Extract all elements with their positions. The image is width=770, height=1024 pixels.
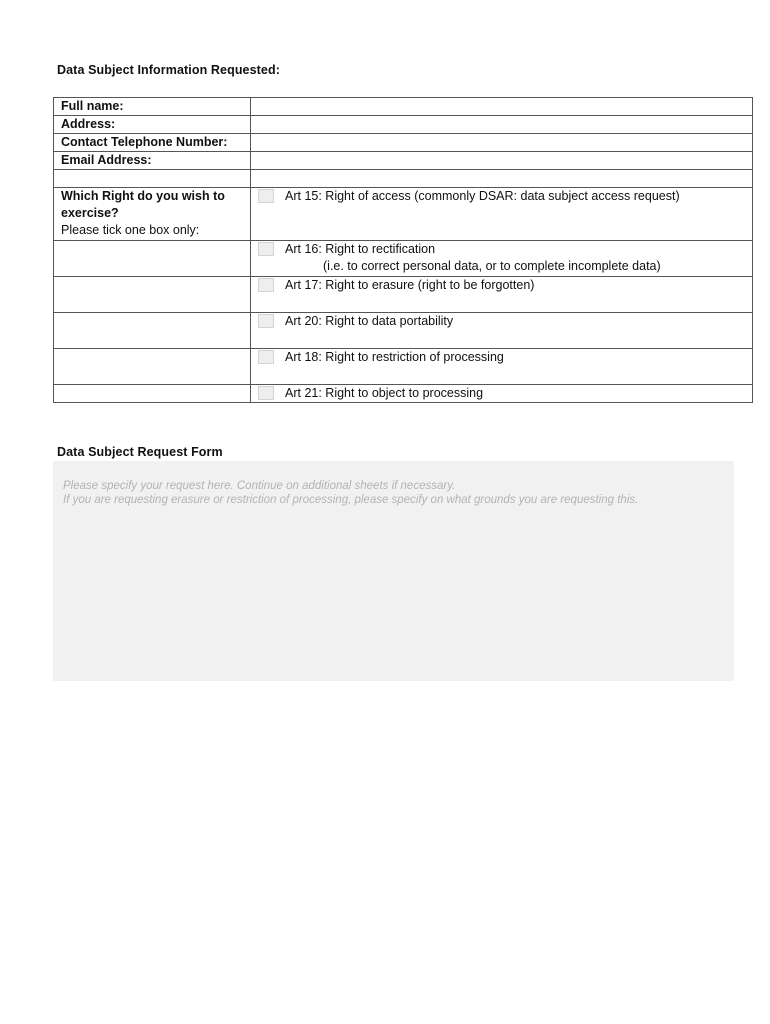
address-field[interactable] [251, 116, 753, 134]
section-title-info: Data Subject Information Requested: [57, 63, 280, 77]
checkbox-art17[interactable] [258, 278, 274, 292]
telephone-label: Contact Telephone Number: [54, 134, 251, 152]
right-option-art20[interactable] [251, 313, 753, 349]
address-label: Address: [54, 116, 251, 134]
full-name-field[interactable] [251, 98, 753, 116]
right-option-art18[interactable] [251, 349, 753, 385]
empty-cell [54, 385, 251, 403]
telephone-field[interactable] [251, 134, 753, 152]
rights-question-cell [54, 188, 251, 241]
request-text-area[interactable] [53, 461, 734, 681]
placeholder-line-1: Please specify your request here. Continue on additional sheets if necessary. [63, 480, 456, 492]
full-name-label: Full name: [54, 98, 251, 116]
art15-label: Art 15: Right of access (commonly DSAR: data subject access request) [285, 189, 680, 203]
art20-label: Art 20: Right to data portability [285, 314, 454, 328]
placeholder-line-2: If you are requesting erasure or restriction of processing, please specify on what grounds you are requesting this. [63, 494, 639, 506]
art17-label: Art 17: Right to erasure (right to be forgotten) [285, 278, 535, 292]
right-option-art17[interactable] [251, 277, 753, 313]
empty-cell [54, 241, 251, 277]
checkbox-art18[interactable] [258, 350, 274, 364]
right-option-art16[interactable] [251, 241, 753, 277]
checkbox-art15[interactable] [258, 189, 274, 203]
art18-label: Art 18: Right to restriction of processing [285, 350, 504, 364]
empty-cell [54, 313, 251, 349]
right-option-art21[interactable] [251, 385, 753, 403]
art16-detail: (i.e. to correct personal data, or to complete incomplete data) [323, 259, 661, 273]
checkbox-art20[interactable] [258, 314, 274, 328]
email-field[interactable] [251, 152, 753, 170]
empty-cell [54, 349, 251, 385]
art21-label: Art 21: Right to object to processing [285, 386, 484, 400]
data-subject-info-table [53, 97, 753, 403]
empty-cell [54, 277, 251, 313]
spacer-cell [54, 170, 251, 188]
rights-question: Which Right do you wish to exercise? [61, 189, 225, 220]
right-option-art15[interactable] [251, 188, 753, 241]
spacer-cell [251, 170, 753, 188]
checkbox-art21[interactable] [258, 386, 274, 400]
section-title-request: Data Subject Request Form [57, 445, 223, 459]
checkbox-art16[interactable] [258, 242, 274, 256]
request-placeholder [63, 479, 638, 507]
email-label: Email Address: [54, 152, 251, 170]
art16-label: Art 16: Right to rectification [285, 242, 436, 256]
rights-instruction: Please tick one box only: [61, 223, 200, 237]
